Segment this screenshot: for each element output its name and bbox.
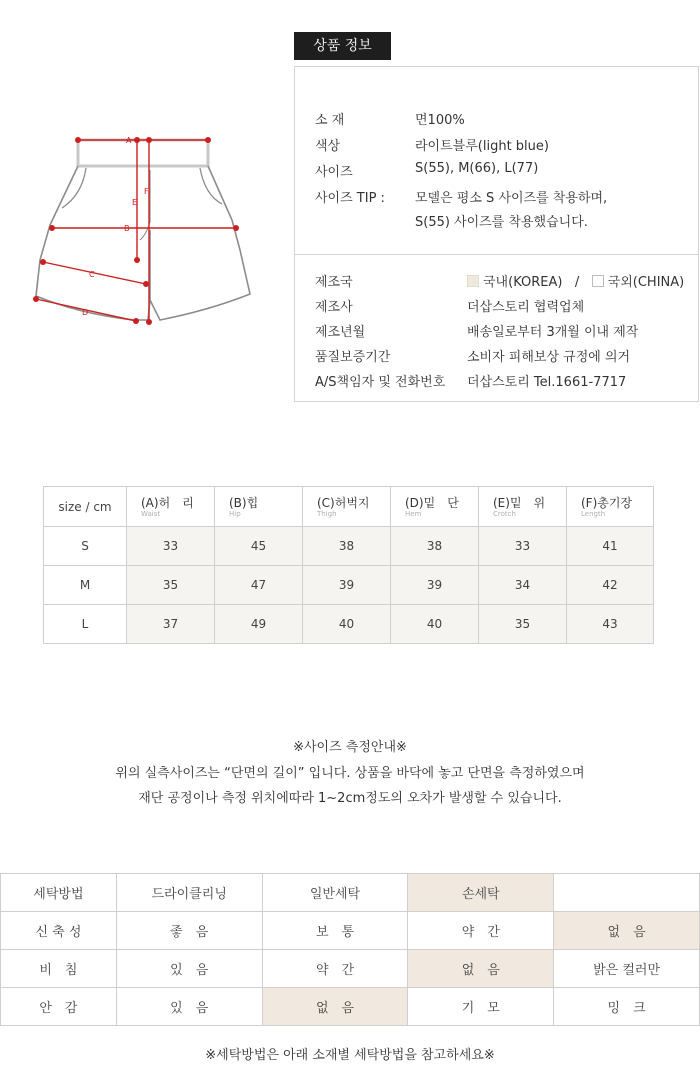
care-cell-selected: 손세탁: [408, 874, 554, 912]
size-table-header: [44, 487, 654, 527]
care-cell: 보 통: [262, 912, 408, 950]
label-b: B: [124, 224, 130, 233]
country-options: [467, 271, 684, 290]
size-header-thigh: (C)허벅지 Thigh: [303, 487, 391, 527]
size-cell: 41: [567, 527, 654, 566]
manufacture-key: A/S책임자 및 전화번호: [315, 375, 446, 390]
size-cell: 37: [127, 605, 215, 644]
manufacture-value: 소비자 피해보상 규정에 의거: [467, 350, 631, 365]
care-cell: 있 음: [116, 950, 262, 988]
country-korea: 국내(KOREA): [483, 275, 563, 290]
size-cell: 49: [215, 605, 303, 644]
size-cell: 43: [567, 605, 654, 644]
spec-key: 색상: [315, 139, 341, 154]
care-label: 신 축 성: [1, 912, 117, 950]
size-cell: 38: [391, 527, 479, 566]
size-table-corner: size / cm: [44, 487, 127, 527]
spec-value: S(55) 사이즈를 착용했습니다.: [415, 215, 588, 230]
product-info-title: 상품 정보: [294, 32, 391, 60]
size-cell: 33: [127, 527, 215, 566]
size-cell: 40: [303, 605, 391, 644]
care-cell: 좋 음: [116, 912, 262, 950]
size-cell: 35: [479, 605, 567, 644]
care-row-stretch: [1, 912, 700, 950]
spec-key: 소 재: [315, 113, 345, 128]
care-footer-note: ※세탁방법은 아래 소재별 세탁방법을 참고하세요※: [205, 1048, 495, 1063]
size-note-line-1: 위의 실측사이즈는 “단면의 길이” 입니다. 상품을 바닥에 놓고 단면을 측정하였으며: [115, 766, 585, 781]
care-label: 안 감: [1, 988, 117, 1026]
size-label: L: [44, 605, 127, 644]
care-cell: 있 음: [116, 988, 262, 1026]
manufacture-key: 품질보증기간: [315, 350, 391, 365]
size-row-s: [44, 527, 654, 566]
size-cell: 40: [391, 605, 479, 644]
country-china: 국외(CHINA): [607, 275, 685, 290]
size-cell: 47: [215, 566, 303, 605]
shorts-outline-graphic: [0, 100, 280, 360]
care-label: 비 침: [1, 950, 117, 988]
size-header-hem: (D)밑 단 Hem: [391, 487, 479, 527]
care-cell-selected: 없 음: [554, 912, 700, 950]
shorts-measurement-diagram: [0, 100, 280, 360]
spec-key: 사이즈: [315, 165, 353, 180]
manufacture-value: 더삽스토리 협력업체: [467, 300, 585, 315]
country-separator: /: [574, 275, 580, 290]
manufacture-key: 제조사: [315, 300, 353, 315]
manufacture-value: 더삽스토리 Tel.1661-7717: [467, 375, 627, 390]
label-c: C: [89, 270, 95, 279]
size-cell: 39: [391, 566, 479, 605]
label-a: A: [126, 136, 132, 145]
care-cell: [554, 874, 700, 912]
care-row-transparency: [1, 950, 700, 988]
spec-key: 사이즈 TIP :: [315, 191, 385, 206]
label-e: E: [132, 198, 138, 207]
care-cell: 일반세탁: [262, 874, 408, 912]
spec-value: 라이트블루(light blue): [415, 139, 549, 154]
size-note-heading: ※사이즈 측정안내※: [293, 740, 407, 755]
checkbox-korea: [467, 275, 479, 287]
size-table: [43, 486, 654, 644]
label-d: D: [82, 308, 89, 317]
size-row-m: [44, 566, 654, 605]
care-cell: 밍 크: [554, 988, 700, 1026]
care-label: 세탁방법: [1, 874, 117, 912]
spec-value: S(55), M(66), L(77): [415, 161, 539, 176]
size-cell: 42: [567, 566, 654, 605]
care-cell-selected: 없 음: [262, 988, 408, 1026]
size-cell: 33: [479, 527, 567, 566]
care-cell: 기 모: [408, 988, 554, 1026]
size-label: M: [44, 566, 127, 605]
care-cell: 약 간: [408, 912, 554, 950]
size-header-length: (F)총기장 Length: [567, 487, 654, 527]
product-info-box: [294, 66, 699, 402]
care-cell: 약 간: [262, 950, 408, 988]
size-header-waist: (A)허 리 Waist: [127, 487, 215, 527]
size-cell: 38: [303, 527, 391, 566]
care-cell-selected: 없 음: [408, 950, 554, 988]
manufacture-key: 제조년월: [315, 325, 366, 340]
care-row-lining: [1, 988, 700, 1026]
care-table: [0, 873, 700, 1026]
care-cell: 드라이클리닝: [116, 874, 262, 912]
size-note-line-2: 재단 공정이나 측정 위치에따라 1~2cm정도의 오차가 발생할 수 있습니다.: [138, 791, 562, 806]
size-header-hip: (B)힙 Hip: [215, 487, 303, 527]
size-cell: 35: [127, 566, 215, 605]
care-cell: 밝은 컬러만: [554, 950, 700, 988]
size-cell: 45: [215, 527, 303, 566]
size-label: S: [44, 527, 127, 566]
manufacture-value: 배송일로부터 3개월 이내 제작: [467, 325, 639, 340]
divider: [295, 254, 698, 255]
spec-value: 면100%: [415, 113, 465, 128]
checkbox-china: [592, 275, 604, 287]
size-cell: 39: [303, 566, 391, 605]
size-cell: 34: [479, 566, 567, 605]
size-row-l: [44, 605, 654, 644]
manufacture-key: 제조국: [315, 275, 353, 290]
size-header-crotch: (E)밑 위 Crotch: [479, 487, 567, 527]
care-row-wash: [1, 874, 700, 912]
label-f: F: [144, 187, 149, 196]
spec-value: 모델은 평소 S 사이즈를 착용하며,: [415, 191, 608, 206]
